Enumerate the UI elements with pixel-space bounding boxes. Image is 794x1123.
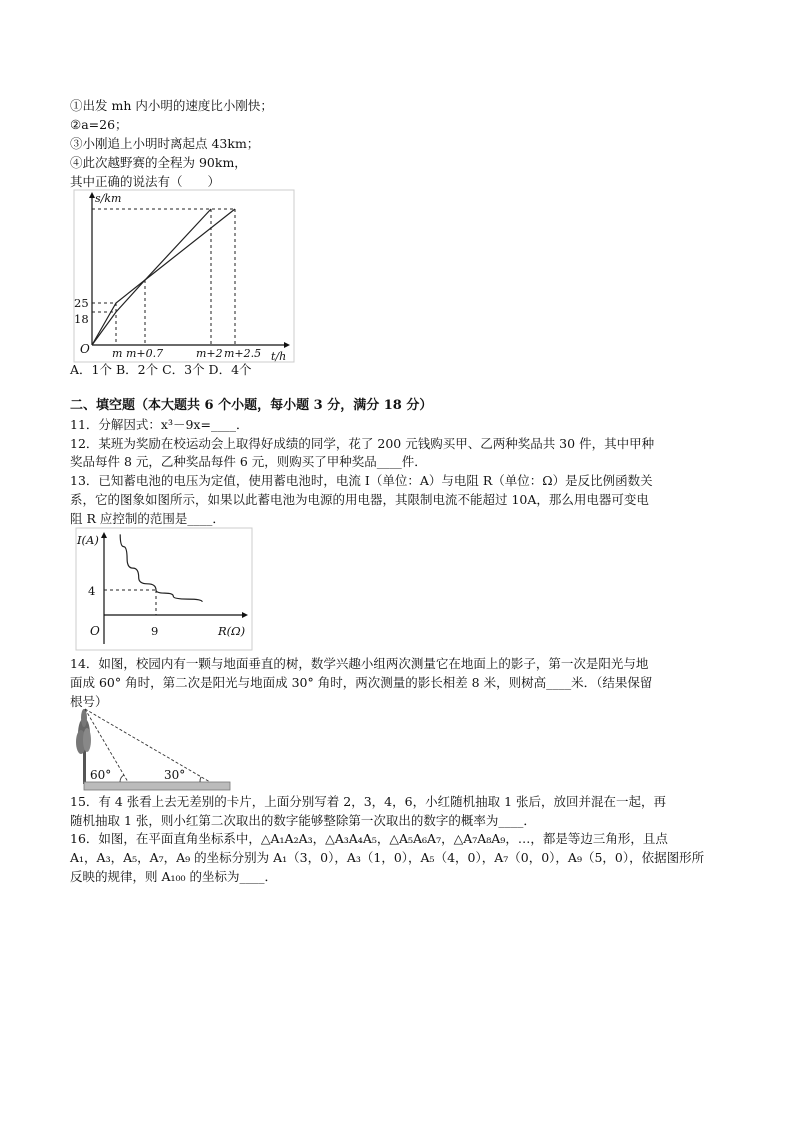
origin-label: O: [90, 624, 100, 638]
y-axis-label: I(A): [77, 533, 99, 547]
inverse-curve: [120, 534, 202, 602]
tree-shadow-figure: [76, 704, 232, 792]
distance-time-chart: [74, 190, 294, 362]
y-axis-arrow: [101, 532, 107, 538]
x-tick-9: 9: [151, 624, 159, 638]
series-xiaogang: [92, 209, 211, 345]
q13-line-1: 13．已知蓄电池的电压为定值，使用蓄电池时，电流 I（单位：A）与电阻 R（单位：Ω）是反比例函数关: [70, 473, 653, 488]
x-tick-m25: m+2.5: [224, 347, 262, 360]
q14-line-1: 14．如图，校园内有一颗与地面垂直的树，数学兴趣小组两次测量它在地面上的影子，第一次是阳光与地: [70, 656, 649, 671]
x-axis-label: t/h: [271, 350, 287, 363]
origin-label: O: [80, 342, 90, 356]
y-tick-25: 25: [74, 296, 89, 310]
section-heading: 二、填空题（本大题共 6 个小题，每小题 3 分，满分 18 分）: [70, 398, 433, 413]
q15-line-1: 15．有 4 张看上去无差别的卡片，上面分别写着 2，3，4，6，小红随机抽取 1 张后，放回并混在一起，再: [70, 794, 666, 809]
q13-line-3: 阻 R 应控制的范围是____．: [70, 511, 225, 526]
y-axis-label: s/km: [95, 192, 122, 205]
arc-60: [120, 775, 124, 782]
q10-options: A．1个 B．2个 C．3个 D．4个: [70, 362, 252, 377]
q13-line-2: 系，它的图象如图所示，如果以此蓄电池为电源的用电器，其限制电流不能超过 10A，那么用电器可变电: [70, 492, 649, 507]
series-xiaoming: [92, 209, 235, 345]
q14-line-3: 根号）: [70, 694, 108, 709]
q11: 11．分解因式：x³－9x=____．: [70, 417, 249, 432]
q15-line-2: 随机抽取 1 张，则小红第二次取出的数字能够整除第一次取出的数字的概率为____．: [70, 813, 536, 828]
x-axis-arrow: [284, 342, 290, 348]
q10-statement-2: ②a=26；: [70, 117, 128, 132]
x-axis-arrow: [242, 612, 248, 618]
q16-line-1: 16．如图，在平面直角坐标系中，△A₁A₂A₃，△A₃A₄A₅，△A₅A₆A₇，△A₇A₈A₉，…，都是等边三角形，且点: [70, 831, 668, 846]
q12-line-1: 12．某班为奖励在校运动会上取得好成绩的同学，花了 200 元钱购买甲、乙两种奖品共 30 件，其中甲种: [70, 436, 655, 451]
y-tick-18: 18: [74, 312, 89, 326]
q16-line-2: A₁，A₃，A₅，A₇，A₉ 的坐标分别为 A₁（3，0），A₃（1，0），A₅（4，0），A₇（0，0），A₉（5，0），依据图形所: [70, 850, 705, 865]
q10-statement-1: ①出发 mh 内小明的速度比小刚快；: [70, 98, 273, 113]
q16-line-3: 反映的规律，则 A₁₀₀ 的坐标为____．: [70, 869, 278, 884]
tree-icon: [76, 709, 91, 784]
y-tick-4: 4: [88, 584, 96, 598]
ground: [84, 782, 230, 790]
x-tick-m07: m+0.7: [126, 347, 164, 360]
current-resistance-chart: [76, 528, 252, 650]
x-tick-m: m: [112, 347, 123, 360]
arc-30: [200, 777, 201, 782]
x-axis-label: R(Ω): [218, 624, 246, 638]
angle-30-label: 30°: [164, 768, 186, 782]
q10-prompt: 其中正确的说法有（ ）: [70, 174, 221, 189]
q10-statement-3: ③小刚追上小明时离起点 43km；: [70, 136, 260, 151]
q10-statement-4: ④此次越野赛的全程为 90km，: [70, 155, 247, 170]
angle-60-label: 60°: [90, 768, 112, 782]
x-tick-m2: m+2: [196, 347, 223, 360]
q14-line-2: 面成 60° 角时，第二次是阳光与地面成 30° 角时，两次测量的影长相差 8 米，则树高____米．（结果保留: [70, 675, 653, 690]
q12-line-2: 奖品每件 8 元，乙种奖品每件 6 元，则购买了甲种奖品____件．: [70, 454, 427, 469]
